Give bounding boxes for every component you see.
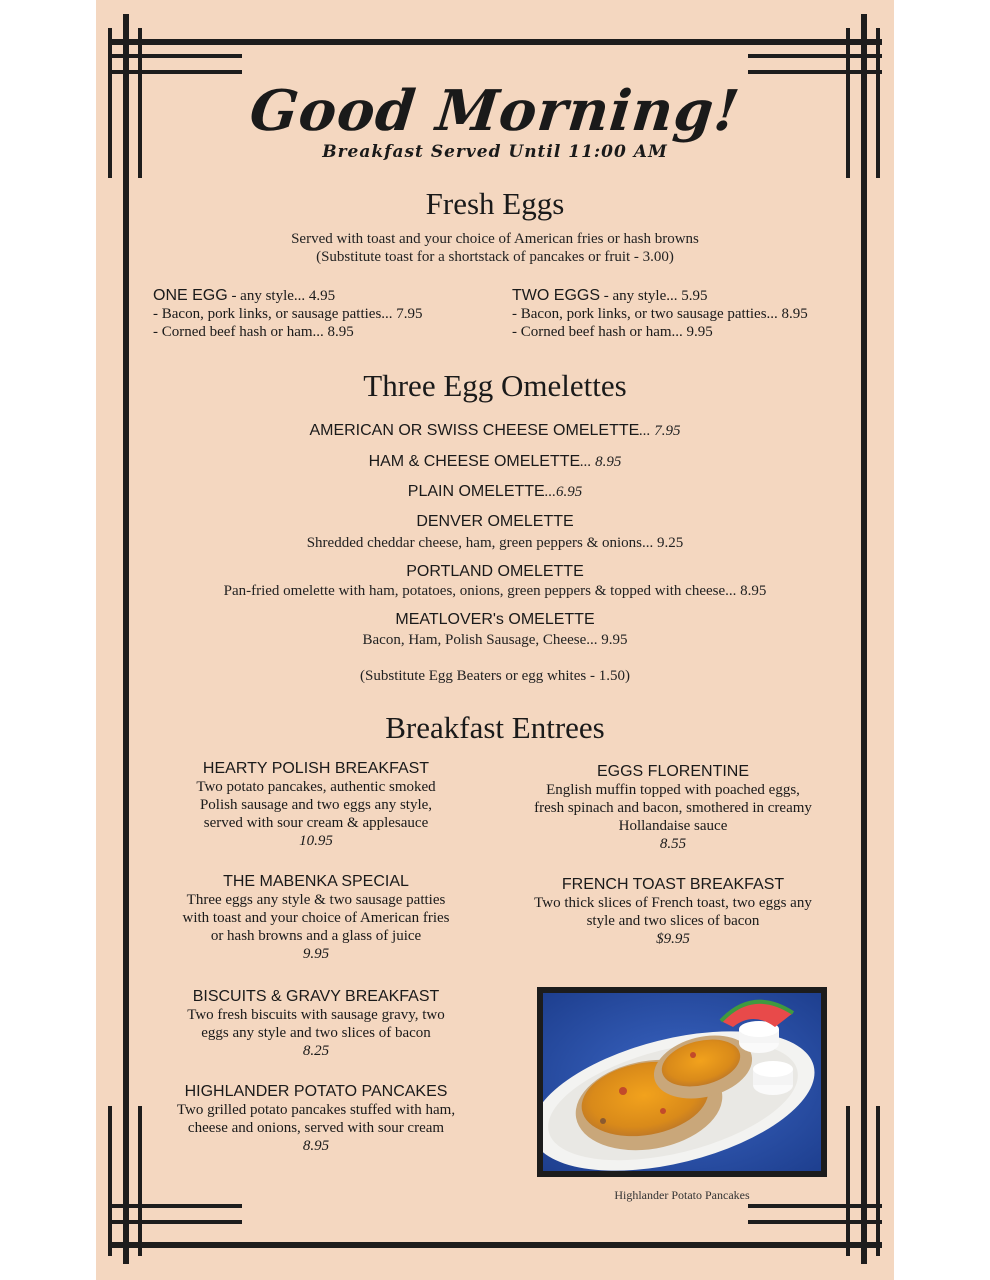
item-name: EGGS FLORENTINE	[596, 763, 750, 780]
menu-item-french-toast-breakfast	[505, 876, 841, 948]
menu-item-hearty-polish-breakfast	[150, 760, 482, 850]
fresh-eggs-note: Served with toast and your choice of American fries or hash browns	[291, 231, 699, 247]
section-heading-omelettes: Three Egg Omelettes	[363, 368, 627, 403]
menu-item-american-omelette	[96, 422, 894, 440]
menu-item-two-eggs	[512, 287, 857, 341]
item-name: THE MABENKA SPECIAL	[223, 873, 409, 890]
item-price: 9.95	[302, 946, 330, 962]
item-description-line: or hash browns and a glass of juice	[210, 928, 422, 944]
menu-item-biscuits-gravy	[150, 988, 482, 1060]
menu-item-eggs-florentine	[505, 763, 841, 853]
item-description-line: with toast and your choice of American fries	[182, 910, 450, 926]
section-heading-entrees: Breakfast Entrees	[385, 710, 605, 745]
item-name: TWO EGGS	[512, 287, 600, 304]
item-description-line: Hollandaise sauce	[618, 818, 728, 834]
menu-item-plain-omelette	[96, 483, 894, 501]
menu-title: Good Morning!	[246, 78, 744, 144]
item-price: ... 8.95	[580, 454, 622, 470]
item-name: ONE EGG	[153, 287, 228, 304]
item-price: $9.95	[656, 931, 690, 947]
menu-item-highlander-potato-pancakes	[150, 1083, 482, 1155]
item-description-line: Three eggs any style & two sausage patties	[186, 892, 446, 908]
item-description-line: Two thick slices of French toast, two eggs any	[534, 895, 812, 911]
item-option: - Bacon, pork links, or two sausage patties... 8.95	[512, 306, 808, 322]
item-name: FRENCH TOAST BREAKFAST	[561, 876, 785, 893]
item-description-line: served with sour cream & applesauce	[203, 815, 429, 831]
item-price: 8.55	[659, 836, 687, 852]
section-heading-fresh-eggs: Fresh Eggs	[425, 186, 565, 221]
menu-item-meatlover-omelette: MEATLOVER's OMELETTE	[395, 611, 595, 628]
item-name: HAM & CHEESE OMELETTE	[368, 453, 581, 470]
item-description: Bacon, Ham, Polish Sausage, Cheese... 9.95	[362, 632, 628, 648]
photo-caption: Highlander Potato Pancakes	[614, 1188, 750, 1202]
item-price: - any style... 4.95	[227, 288, 336, 304]
menu-item-portland-omelette: PORTLAND OMELETTE	[406, 563, 584, 580]
item-option: - Bacon, pork links, or sausage patties... 7.95	[153, 306, 423, 322]
item-name: HEARTY POLISH BREAKFAST	[202, 760, 430, 777]
item-name: BISCUITS & GRAVY BREAKFAST	[192, 988, 440, 1005]
item-description-line: cheese and onions, served with sour cream	[187, 1120, 445, 1136]
menu-subtitle: Breakfast Served Until 11:00 AM	[322, 142, 668, 162]
item-price: 8.95	[302, 1138, 330, 1154]
item-price: ...6.95	[544, 484, 583, 500]
item-description: Shredded cheddar cheese, ham, green peppers & onions... 9.25	[306, 535, 684, 551]
item-price: ... 7.95	[639, 423, 681, 439]
item-description-line: Two fresh biscuits with sausage gravy, two	[187, 1007, 445, 1023]
item-price: - any style... 5.95	[600, 288, 708, 304]
omelette-substitute-note: (Substitute Egg Beaters or egg whites - 1.50)	[360, 668, 630, 684]
item-description-line: style and two slices of bacon	[586, 913, 760, 929]
item-description-line: eggs any style and two slices of bacon	[201, 1025, 431, 1041]
menu-item-one-egg	[153, 287, 493, 341]
menu-item-ham-omelette	[96, 453, 894, 471]
item-description-line: English muffin topped with poached eggs,	[546, 782, 800, 798]
item-option: - Corned beef hash or ham... 9.95	[512, 324, 713, 340]
item-price: 8.25	[302, 1043, 330, 1059]
potato-pancakes-image	[543, 993, 821, 1171]
item-description-line: Polish sausage and two eggs any style,	[199, 797, 433, 813]
item-description: Pan-fried omelette with ham, potatoes, onions, green peppers & topped with cheese... 8.95	[223, 583, 767, 599]
menu-item-mabenka-special	[150, 873, 482, 963]
item-name: PLAIN OMELETTE	[407, 483, 545, 500]
menu-item-denver-omelette: DENVER OMELETTE	[416, 513, 574, 530]
item-description-line: fresh spinach and bacon, smothered in creamy	[534, 800, 812, 816]
fresh-eggs-substitute-note: (Substitute toast for a shortstack of pancakes or fruit - 3.00)	[316, 249, 674, 265]
item-price: 10.95	[299, 833, 333, 849]
food-photo	[537, 987, 827, 1177]
item-name: HIGHLANDER POTATO PANCAKES	[184, 1083, 448, 1100]
item-option: - Corned beef hash or ham... 8.95	[153, 324, 354, 340]
item-description-line: Two potato pancakes, authentic smoked	[196, 779, 436, 795]
item-description-line: Two grilled potato pancakes stuffed with ham,	[176, 1102, 456, 1118]
item-name: AMERICAN OR SWISS CHEESE OMELETTE	[309, 422, 640, 439]
